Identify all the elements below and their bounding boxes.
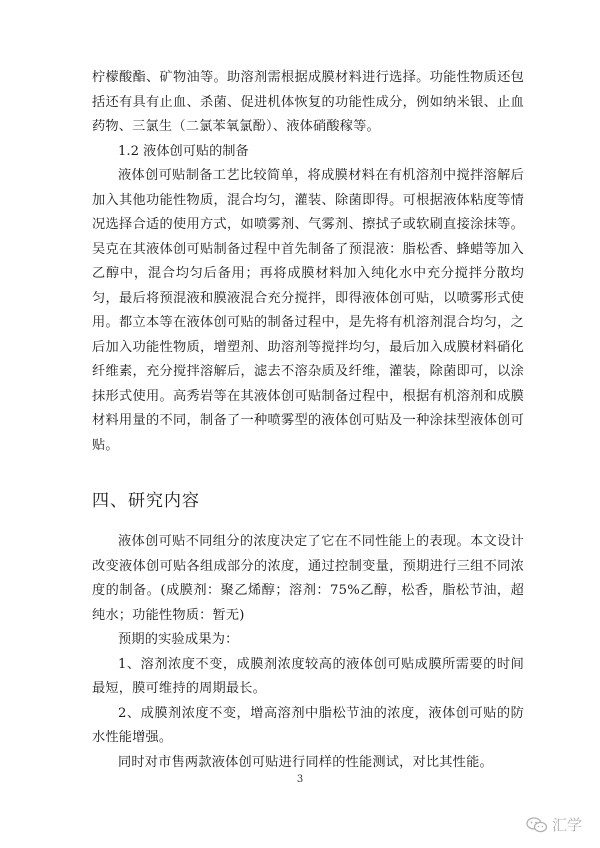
paragraph-expected-results-intro: 预期的实验成果为： — [118, 632, 239, 647]
section-title: 四、研究内容 — [92, 491, 200, 511]
document-body — [92, 66, 524, 775]
paragraph-research-design: 液体创可贴不同组分的浓度决定了它在不同性能上的表现。本文设计改变液体创可贴各组成部分的浓度，通过控制变量，预期进行三组不同浓度的制备。(成膜剂：聚乙烯醇；溶剂：75%乙醇，松香，脂松节油，超纯水；功能性物质：暂无) — [92, 534, 524, 623]
subsection-heading: 1.2 液体创可贴的制备 — [118, 143, 249, 159]
paragraph-functional-substances: 柠檬酸酯、矿物油等。助溶剂需根据成膜材料进行选择。功能性物质还包括还有具有止血、杀菌、促进机体恢复的功能性成分，例如纳米银、止血药物、三氯生（二氯苯氧氯酚）、液体硝酸稼等。 — [92, 70, 524, 134]
wechat-icon — [526, 817, 548, 833]
paragraph-expected-result-2: 2、成膜剂浓度不变，增高溶剂中脂松节油的浓度，液体创可贴的防水性能增强。 — [92, 705, 524, 745]
watermark-text: 汇学 — [551, 816, 582, 834]
page-number: 3 — [296, 774, 304, 785]
paragraph-preparation: 液体创可贴制备工艺比较简单，将成膜材料在有机溶剂中搅拌溶解后加入其他功能性物质，混合均匀，灌装、除菌即得。可根据液体粘度等情况选择合适的使用方式，如喷雾剂、气雾剂、擦拭子或软刷直接涂抹等。吴克在其液体创可贴制备过程中首先制备了预混液：脂松香、蜂蜡等加入乙醇中，混合均匀后备用；再将成膜材料加入纯化水中充分搅拌分散均匀，最后将预混液和膜液混合充分搅拌，即得液体创可贴，以喷雾形式使用。都立本等在液体创可贴的制备过程中，是先将有机溶剂混合均匀，之后加入功能性物质，增塑剂、助溶剂等搅拌均匀，最后加入成膜材料硝化纤维素，充分搅拌溶解后，滤去不溶杂质及纤维，灌装，除菌即可，以涂抹形式使用。高秀岩等在其液体创可贴制备过程中，根据有机溶剂和成膜材料用量的不同，制备了一种喷雾型的液体创可贴及一种涂抹型液体创可贴。 — [92, 168, 524, 453]
paragraph-expected-result-1: 1、溶剂浓度不变，成膜剂浓度较高的液体创可贴成膜所需要的时间最短，膜可维持的周期最长。 — [92, 656, 524, 696]
watermark — [526, 814, 582, 835]
paragraph-comparison: 同时对市售两款液体创可贴进行同样的性能测试，对比其性能。 — [118, 754, 493, 770]
